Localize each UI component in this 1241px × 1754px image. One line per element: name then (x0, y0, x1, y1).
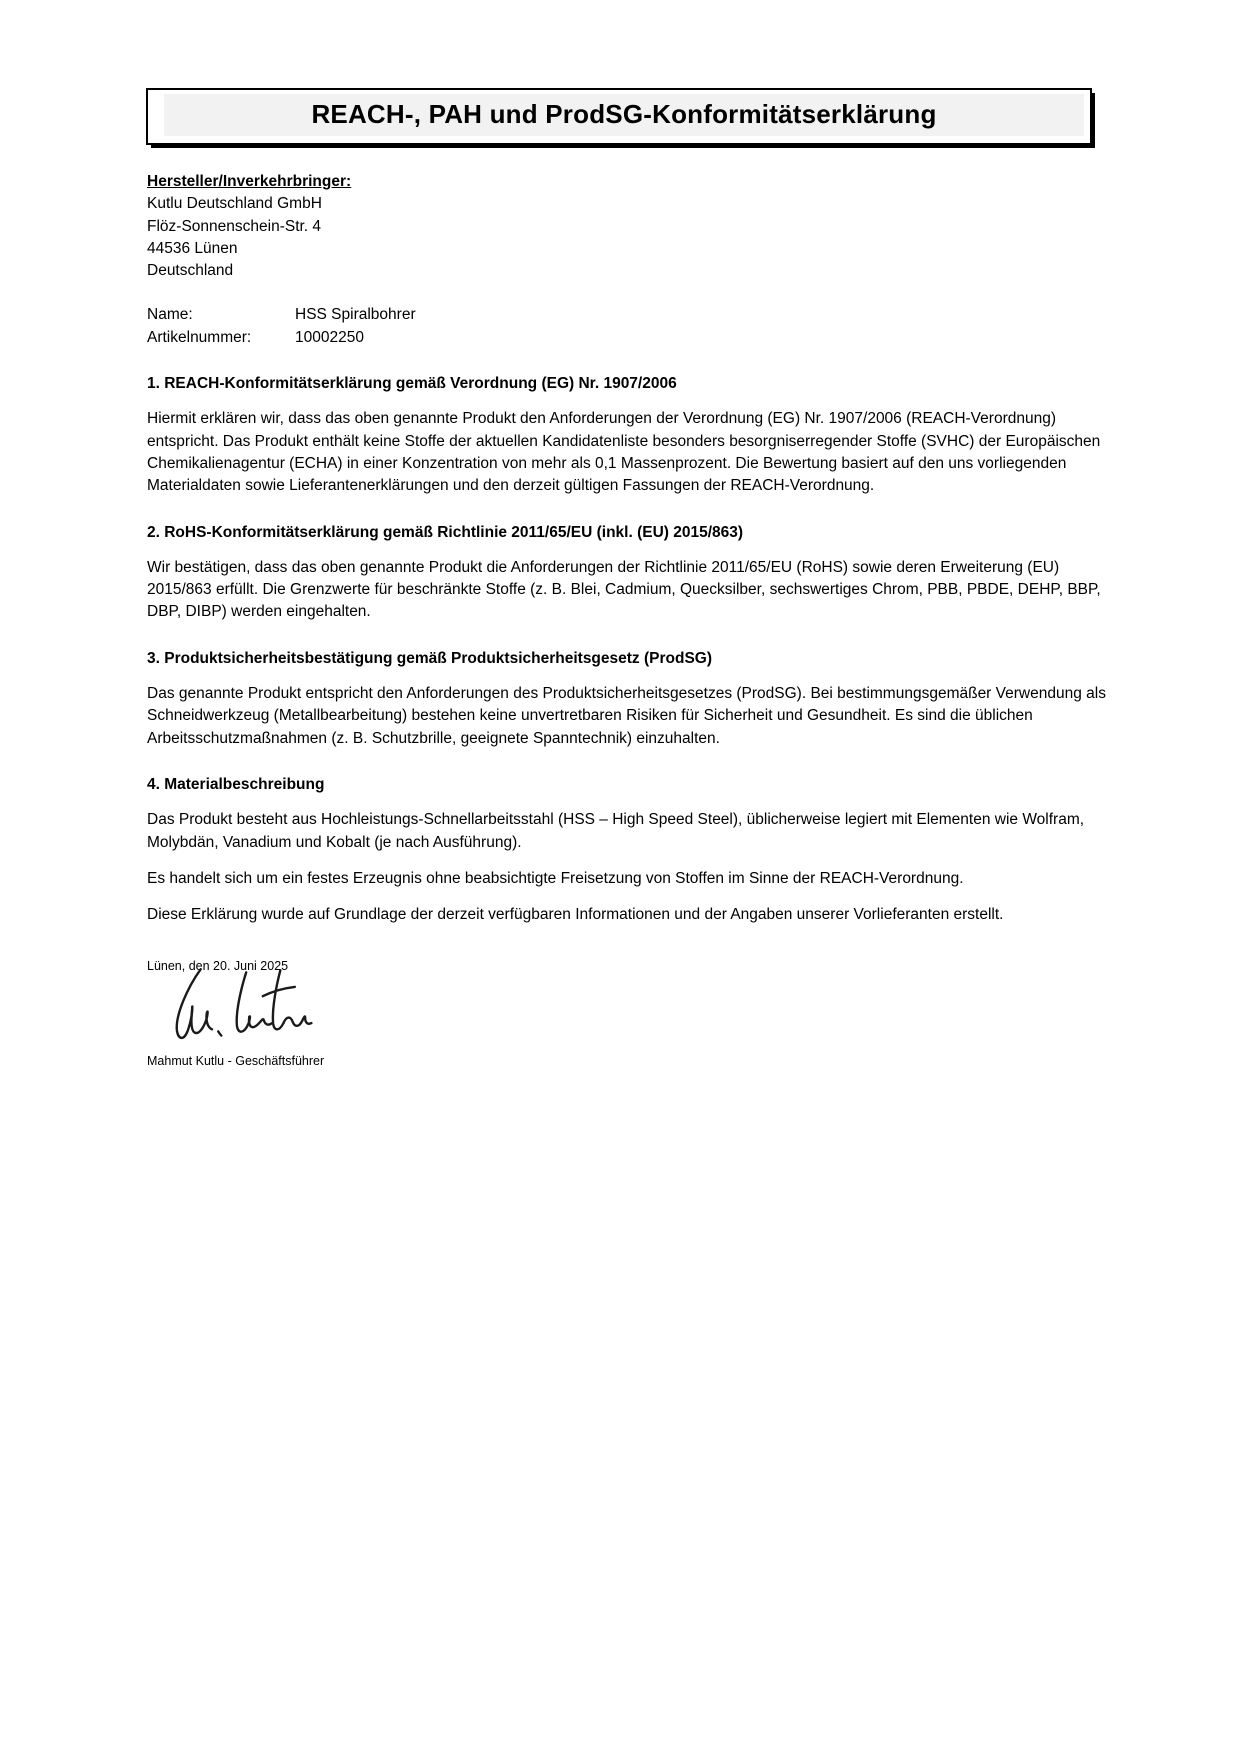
manufacturer-country: Deutschland (147, 262, 234, 280)
product-name-row (147, 304, 1107, 326)
product-name-value: HSS Spiralbohrer (295, 306, 416, 324)
title-box (146, 88, 1092, 145)
article-number-value: 10002250 (295, 328, 364, 346)
signature-place-date: Lünen, den 20. Juni 2025 (147, 959, 289, 974)
document-title: REACH-, PAH und ProdSG-Konformitätserklärung (311, 99, 937, 129)
manufacturer-street: Flöz-Sonnenschein-Str. 4 (147, 217, 322, 235)
section-3-heading: 3. Produktsicherheitsbestätigung gemäß Produktsicherheitsgesetz (ProdSG) (147, 649, 713, 667)
section-4-paragraph-2: Es handelt sich um ein festes Erzeugnis ohne beabsichtigte Freisetzung von Stoffen im Sinne der REACH-Verordnung. (147, 869, 964, 887)
manufacturer-company: Kutlu Deutschland GmbH (147, 195, 322, 213)
product-info (147, 304, 1107, 349)
article-number-label: Artikelnummer: (147, 328, 252, 346)
manufacturer-heading: Hersteller/Inverkehrbringer: (147, 173, 352, 190)
article-number-row (147, 327, 1107, 349)
document-body (147, 171, 1107, 1070)
signature-signer-name: Mahmut Kutlu - Geschäftsführer (147, 1054, 325, 1069)
product-name-label: Name: (147, 306, 193, 324)
section-2-heading: 2. RoHS-Konformitätserklärung gemäß Richtlinie 2011/65/EU (inkl. (EU) 2015/863) (147, 523, 744, 541)
section-4-heading: 4. Materialbeschreibung (147, 775, 325, 793)
section-1-paragraph: Hiermit erklären wir, dass das oben genannte Produkt den Anforderungen der Verordnung (EG) Nr. 1907/2006 (REACH-Verordnung) entspricht. Das Produkt enthält keine Stoffe der aktuellen Kandidatenliste besonders besorgniserregender Stoffe (SVHC) der Europäischen Chemikalienagentur (ECHA) in einer Konzentration von mehr als 0,1 Massenprozent. Die Bewertung basiert auf den uns vorliegenden Materialdaten sowie Lieferantenerklärungen und den derzeit gültigen Fassungen der REACH-Verordnung. (147, 410, 1101, 495)
section-3-paragraph: Das genannte Produkt entspricht den Anforderungen des Produktsicherheitsgesetzes (ProdSG). Bei bestimmungsgemäßer Verwendung als Schneidwerkzeug (Metallbearbeitung) bestehen keine unvertretbaren Risiken für Sicherheit und Gesundheit. Es sind die üblichen Arbeitsschutzmaßnahmen (z. B. Schutzbrille, geeignete Spanntechnik) einzuhalten. (147, 685, 1106, 747)
title-banner (164, 94, 1084, 136)
section-4-paragraph-1: Das Produkt besteht aus Hochleistungs-Schnellarbeitsstahl (HSS – High Speed Steel), üblicherweise legiert mit Elementen wie Wolfram, Molybdän, Vanadium und Kobalt (je nach Ausführung). (147, 811, 1085, 851)
manufacturer-city: 44536 Lünen (147, 239, 238, 257)
section-1-heading: 1. REACH-Konformitätserklärung gemäß Verordnung (EG) Nr. 1907/2006 (147, 375, 677, 393)
section-4-paragraph-3: Diese Erklärung wurde auf Grundlage der derzeit verfügbaren Informationen und der Angaben unserer Vorlieferanten erstellt. (147, 906, 1004, 924)
section-2-paragraph: Wir bestätigen, dass das oben genannte Produkt die Anforderungen der Richtlinie 2011/65/EU (RoHS) sowie deren Erweiterung (EU) 2015/863 erfüllt. Die Grenzwerte für beschränkte Stoffe (z. B. Blei, Cadmium, Quecksilber, sechswertiges Chrom, PBB, PBDE, DEHP, BBP, DBP, DIBP) werden eingehalten. (147, 558, 1101, 621)
